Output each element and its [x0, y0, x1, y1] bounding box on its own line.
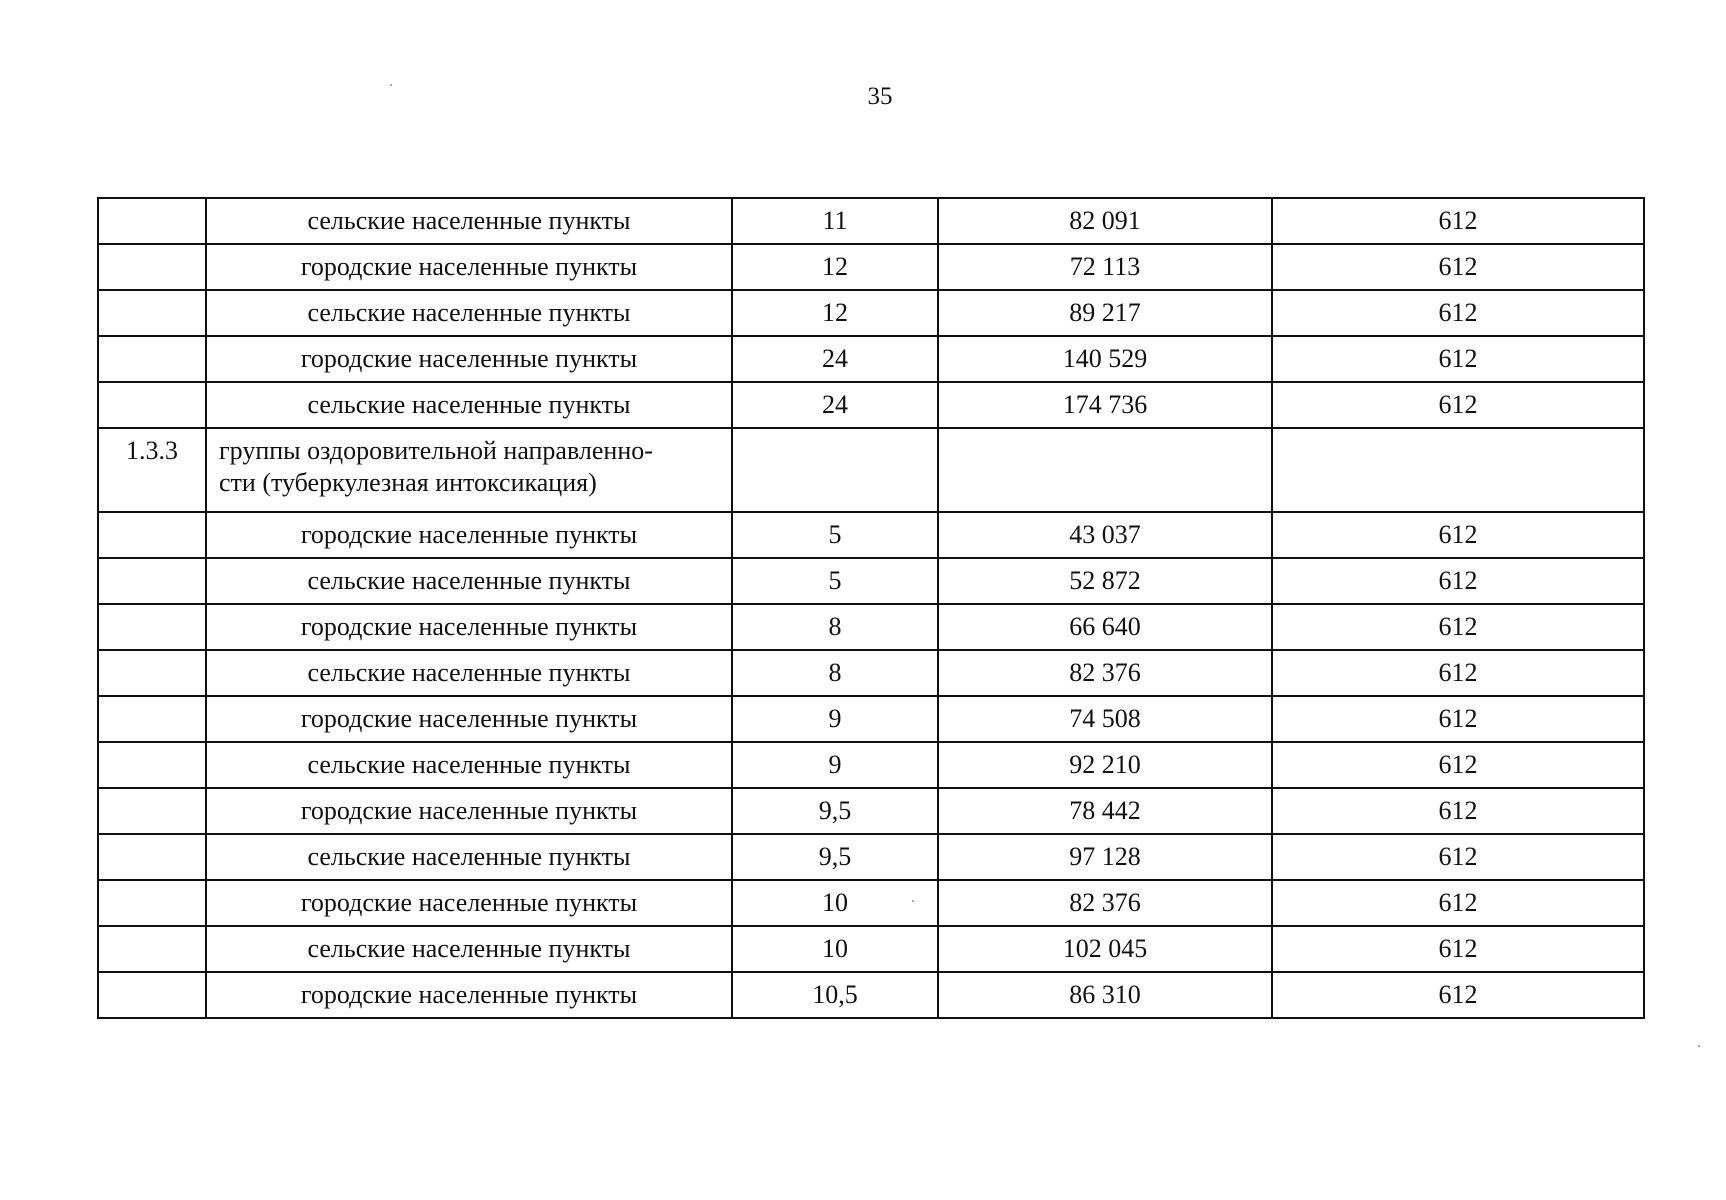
- row-description: городские населенные пункты: [206, 788, 732, 834]
- section-description-line-1: группы оздоровительной направленно-: [219, 436, 653, 465]
- row-col4-value: 174 736: [938, 382, 1272, 428]
- row-col4-value: [938, 428, 1272, 512]
- row-col5-value: 612: [1272, 880, 1644, 926]
- table-row: [98, 742, 1644, 788]
- row-description: городские населенные пункты: [206, 604, 732, 650]
- row-description: городские населенные пункты: [206, 512, 732, 558]
- row-col4-value: 140 529: [938, 336, 1272, 382]
- row-code: [98, 512, 206, 558]
- page-number: 35: [867, 83, 893, 110]
- row-col5-value: 612: [1272, 290, 1644, 336]
- row-col3-value: 8: [732, 650, 938, 696]
- row-col4-value: 97 128: [938, 834, 1272, 880]
- row-description: сельские населенные пункты: [206, 198, 732, 244]
- row-col3-value: 11: [732, 198, 938, 244]
- row-code: [98, 788, 206, 834]
- row-description: сельские населенные пункты: [206, 290, 732, 336]
- row-description: сельские населенные пункты: [206, 926, 732, 972]
- row-col4-value: 78 442: [938, 788, 1272, 834]
- row-code: [98, 834, 206, 880]
- table-row: [98, 336, 1644, 382]
- row-col5-value: 612: [1272, 972, 1644, 1018]
- row-col3-value: 12: [732, 244, 938, 290]
- row-code: [98, 198, 206, 244]
- row-col4-value: 89 217: [938, 290, 1272, 336]
- row-col3-value: 24: [732, 382, 938, 428]
- row-col4-value: 74 508: [938, 696, 1272, 742]
- row-description: городские населенные пункты: [206, 880, 732, 926]
- row-col5-value: 612: [1272, 558, 1644, 604]
- table-row: [98, 244, 1644, 290]
- row-description: сельские населенные пункты: [206, 382, 732, 428]
- table-row: [98, 198, 1644, 244]
- table-row: [98, 558, 1644, 604]
- row-code: [98, 604, 206, 650]
- row-col4-value: 82 376: [938, 650, 1272, 696]
- row-description: городские населенные пункты: [206, 244, 732, 290]
- tariff-table: [97, 197, 1645, 1019]
- row-col4-value: 102 045: [938, 926, 1272, 972]
- row-col5-value: 612: [1272, 512, 1644, 558]
- row-code: [98, 696, 206, 742]
- row-col5-value: 612: [1272, 336, 1644, 382]
- row-col5-value: 612: [1272, 382, 1644, 428]
- row-col3-value: 9: [732, 696, 938, 742]
- row-code: [98, 382, 206, 428]
- row-col3-value: 8: [732, 604, 938, 650]
- table-row: [98, 290, 1644, 336]
- row-col3-value: 10: [732, 926, 938, 972]
- row-code: [98, 926, 206, 972]
- row-col5-value: 612: [1272, 244, 1644, 290]
- row-description: сельские населенные пункты: [206, 742, 732, 788]
- row-col3-value: 9: [732, 742, 938, 788]
- row-code: [98, 290, 206, 336]
- row-col4-value: 82 091: [938, 198, 1272, 244]
- table-row: [98, 512, 1644, 558]
- table-section-row: [98, 428, 1644, 512]
- row-col3-value: 9,5: [732, 834, 938, 880]
- row-col3-value: [732, 428, 938, 512]
- table-row: [98, 880, 1644, 926]
- row-col5-value: 612: [1272, 834, 1644, 880]
- row-col5-value: 612: [1272, 650, 1644, 696]
- row-code: [98, 558, 206, 604]
- row-col4-value: 92 210: [938, 742, 1272, 788]
- section-description: [206, 428, 732, 512]
- row-col4-value: 82 376: [938, 880, 1272, 926]
- table-row: [98, 382, 1644, 428]
- row-col3-value: 10: [732, 880, 938, 926]
- row-code: [98, 336, 206, 382]
- table-row: [98, 604, 1644, 650]
- row-code: [98, 244, 206, 290]
- row-col4-value: 72 113: [938, 244, 1272, 290]
- row-code: [98, 880, 206, 926]
- row-code: [98, 650, 206, 696]
- row-col5-value: 612: [1272, 926, 1644, 972]
- row-col3-value: 9,5: [732, 788, 938, 834]
- row-col5-value: 612: [1272, 696, 1644, 742]
- row-col5-value: 612: [1272, 198, 1644, 244]
- table-row: [98, 972, 1644, 1018]
- row-description: сельские населенные пункты: [206, 558, 732, 604]
- table-row: [98, 834, 1644, 880]
- row-description: городские населенные пункты: [206, 972, 732, 1018]
- table-row: [98, 650, 1644, 696]
- row-col4-value: 86 310: [938, 972, 1272, 1018]
- row-col5-value: 612: [1272, 742, 1644, 788]
- row-col5-value: [1272, 428, 1644, 512]
- row-col3-value: 24: [732, 336, 938, 382]
- scan-speck: [1698, 1045, 1700, 1047]
- row-col4-value: 43 037: [938, 512, 1272, 558]
- row-col3-value: 12: [732, 290, 938, 336]
- row-code: [98, 742, 206, 788]
- table-row: [98, 926, 1644, 972]
- section-code: 1.3.3: [98, 428, 206, 512]
- row-col3-value: 5: [732, 512, 938, 558]
- row-col4-value: 66 640: [938, 604, 1272, 650]
- row-code: [98, 972, 206, 1018]
- row-col3-value: 5: [732, 558, 938, 604]
- row-col4-value: 52 872: [938, 558, 1272, 604]
- section-description-line-2: сти (туберкулезная интоксикация): [219, 468, 597, 497]
- scan-speck: [912, 900, 914, 902]
- row-col3-value: 10,5: [732, 972, 938, 1018]
- row-description: городские населенные пункты: [206, 696, 732, 742]
- row-col5-value: 612: [1272, 604, 1644, 650]
- row-col5-value: 612: [1272, 788, 1644, 834]
- table-row: [98, 696, 1644, 742]
- row-description: сельские населенные пункты: [206, 834, 732, 880]
- table-row: [98, 788, 1644, 834]
- row-description: городские населенные пункты: [206, 336, 732, 382]
- scan-speck: [390, 84, 392, 86]
- row-description: сельские населенные пункты: [206, 650, 732, 696]
